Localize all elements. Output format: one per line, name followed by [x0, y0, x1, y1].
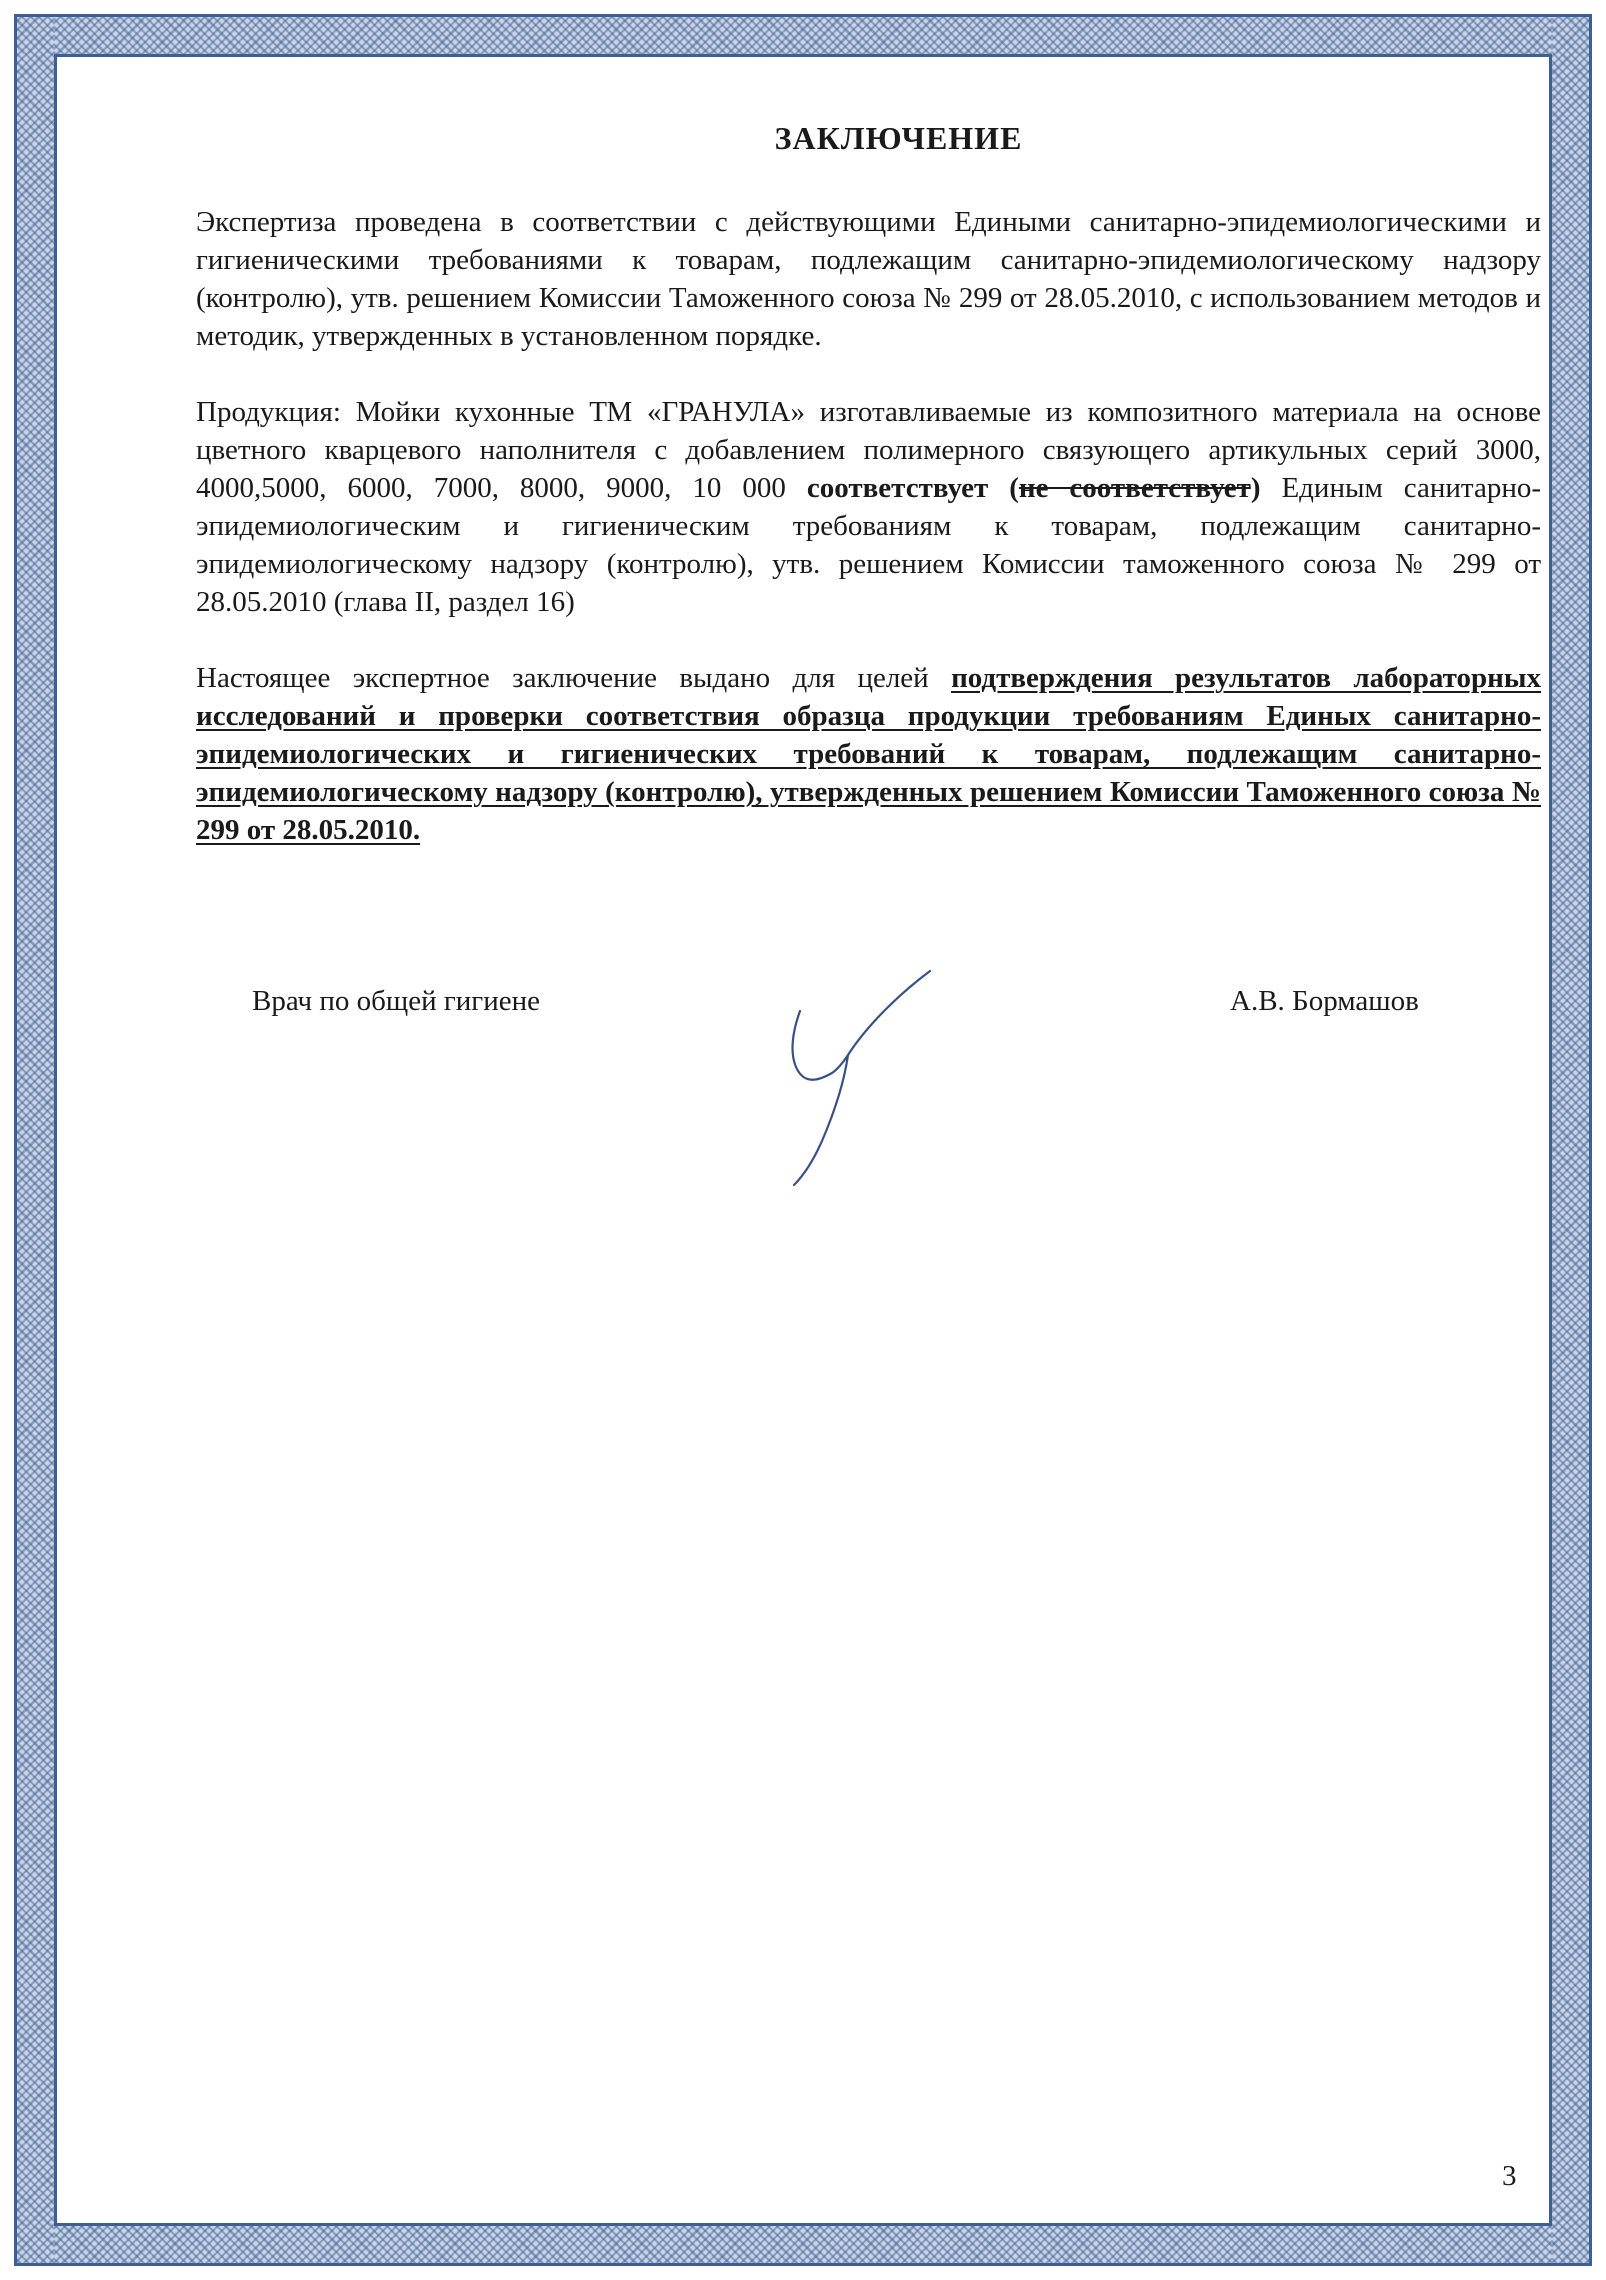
paragraph-product: [196, 393, 1541, 621]
purpose-text: подтверждения результатов лабораторных исследований и проверки соответствия образца продукции требованиям Единых санитарно-эпидемиологических и гигиенических требований к товарам, подлежащим санитарно-эпидемиологическому надзору (контролю), утвержденных решением Комиссии Таможенного союза № 299 от 28.05.2010.: [196, 662, 1541, 846]
requirements-text: Единым санитарно-эпидемиологическим и гигиеническим требованиям к товарам, подлежащим санитарно-эпидемиологическому надзору (контролю), утв. решением Комиссии таможенного союза № 299 от 28.05.2010 (глава II, раздел 16): [196, 472, 1541, 618]
product-description: Продукция: Мойки кухонные ТМ «ГРАНУЛА» изготавливаемые из композитного материала на основе цветного кварцевого наполнителя с добавлением полимерного связующего артикульных серий 3000, 4000,5000, 6000, 7000, 8000, 9000, 10 000: [196, 396, 1541, 504]
signer-name: А.В. Бормашов: [1230, 985, 1419, 1017]
page-number: 3: [1502, 2160, 1517, 2192]
document-title: ЗАКЛЮЧЕНИЕ: [774, 120, 1023, 156]
document-body: [196, 120, 1541, 887]
signer-position: Врач по общей гигиене: [252, 985, 540, 1017]
handwritten-signature: [752, 963, 972, 1203]
purpose-intro: Настоящее экспертное заключение выдано для целей: [196, 662, 952, 694]
verdict-text: соответствует: [806, 472, 989, 504]
signature-block: [252, 985, 1452, 1205]
close-paren: ): [1250, 472, 1261, 504]
open-paren: (: [988, 472, 1019, 504]
paragraph-purpose: [196, 659, 1541, 849]
paragraph-basis: Экспертиза проведена в соответствии с действующими Едиными санитарно-эпидемиологическими и гигиеническими требованиями к товарам, подлежащим санитарно-эпидемиологическому надзору (контролю), утв. решением Комиссии Таможенного союза № 299 от 28.05.2010, с использованием методов и методик, утвержденных в установленном порядке.: [196, 206, 1541, 352]
struck-out-text: не соответствует: [1018, 472, 1251, 504]
